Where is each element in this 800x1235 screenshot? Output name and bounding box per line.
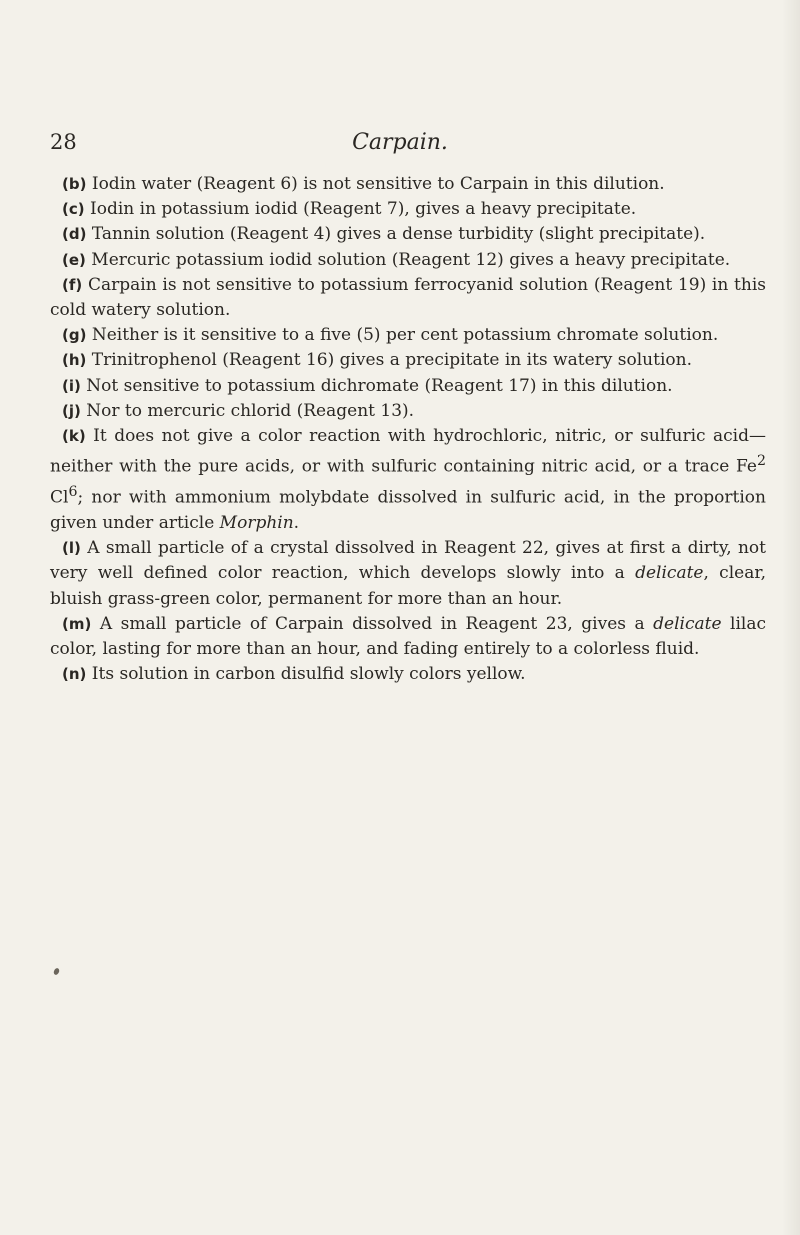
entry-text: Neither is it sensitive to a five (5) per cent potassium chromate solution. <box>86 325 719 346</box>
entry-text: Nor to mercuric chlorid (Reagent 13). <box>80 400 415 421</box>
entry-text: Tannin solution (Reagent 4) gives a dense turbidity (slight precipitate). <box>86 224 706 245</box>
superscript: 2 <box>756 453 766 470</box>
entry-text: A small particle of a crystal dissolved in Reagent 22, gives at first a dirty, not very well defined color reaction, which develops slowly into a <box>50 538 766 584</box>
entry-label: (h) <box>62 351 87 370</box>
page-edge-shadow <box>782 0 800 1235</box>
entry-label: (e) <box>62 250 86 269</box>
entry-text: Its solution in carbon disulfid slowly colors yellow. <box>86 664 526 685</box>
entry-text: It does not give a color reaction with hydrochloric, nitric, or sulfuric acid—neither with the pure acids, or with sulfuric containing nitric acid, or a trace Fe <box>50 426 766 477</box>
entry-label: (i) <box>62 376 81 395</box>
entry-label: (k) <box>62 427 86 446</box>
entry-e <box>50 248 766 273</box>
running-title: Carpain. <box>352 130 448 155</box>
body-text <box>50 172 766 687</box>
entry-j <box>50 399 766 424</box>
entry-text: ; nor with ammonium molybdate dissolved in sulfuric acid, in the proportion given under article <box>50 487 766 533</box>
entry-h <box>50 348 766 373</box>
entry-text: Carpain is not sensitive to potassium ferrocyanid solution (Reagent 19) in this cold watery solution. <box>50 274 766 321</box>
entry-text: Iodin in potassium iodid (Reagent 7), gives a heavy precipitate. <box>84 199 637 220</box>
entry-g <box>50 323 766 348</box>
entry-label: (n) <box>62 665 87 684</box>
page-header <box>0 130 800 160</box>
entry-text: Mercuric potassium iodid solution (Reagent 12) gives a heavy precipitate. <box>85 249 731 270</box>
entry-text: Cl <box>50 487 69 508</box>
entry-m <box>50 612 766 662</box>
entry-label: (l) <box>62 539 81 558</box>
entry-n <box>50 662 766 687</box>
italic-reference: Morphin <box>219 512 294 533</box>
entry-label: (b) <box>62 175 87 193</box>
entry-i <box>50 374 766 399</box>
ink-speck <box>53 967 60 975</box>
entry-text: Trinitrophenol (Reagent 16) gives a precipitate in its watery solution. <box>86 350 692 371</box>
superscript: 6 <box>68 484 78 501</box>
entry-label: (d) <box>62 225 87 244</box>
entry-label: (c) <box>62 200 85 219</box>
entry-text: lilac color, lasting for more than an hour, and fading entirely to a colorless fluid. <box>50 613 767 659</box>
entry-label: (g) <box>62 326 87 345</box>
entry-label: (m) <box>62 614 92 633</box>
entry-text: . <box>293 512 300 533</box>
italic-emphasis: delicate <box>635 563 704 584</box>
entry-label: (j) <box>62 401 81 420</box>
entry-text: , clear, bluish grass-green color, permanent for more than an hour. <box>50 563 766 609</box>
entry-text: Not sensitive to potassium dichromate (Reagent 17) in this dilution. <box>80 375 673 396</box>
italic-emphasis: delicate <box>653 613 722 634</box>
entry-f <box>50 273 766 323</box>
entry-label: (f) <box>62 275 83 294</box>
entry-b <box>50 172 766 197</box>
entry-d <box>50 222 766 247</box>
entry-k <box>50 424 766 536</box>
entry-text: Iodin water (Reagent 6) is not sensitive to Carpain in this dilution. <box>86 174 665 194</box>
page-number: 28 <box>50 130 77 154</box>
entry-text: A small particle of Carpain dissolved in Reagent 23, gives a <box>91 613 654 634</box>
entry-l <box>50 536 766 612</box>
entry-c <box>50 197 766 222</box>
